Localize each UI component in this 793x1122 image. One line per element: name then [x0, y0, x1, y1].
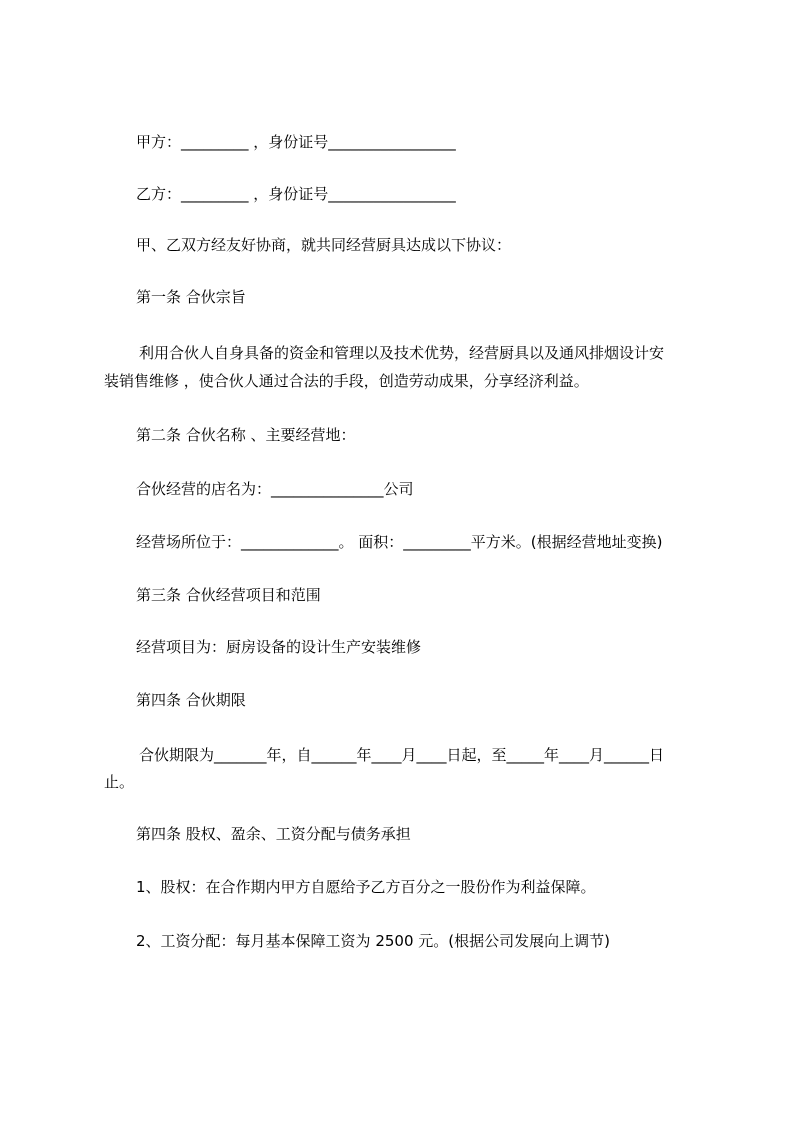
term-line1: 合伙期限为_______年，自______年____月____日起，至_____年____月______日 — [139, 746, 665, 764]
article3-title: 第三条 合伙经营项目和范围 — [136, 586, 321, 604]
article1-title: 第一条 合伙宗旨 — [136, 288, 246, 306]
term-line2: 止。 — [104, 773, 135, 791]
business-items-line: 经营项目为：厨房设备的设计生产安装维修 — [136, 638, 422, 656]
equity-line: 1、股权：在合作期内甲方自愿给予乙方百分之一股份作为利益保障。 — [136, 878, 596, 896]
party-b-line: 乙方：_________ ，身份证号_________________ — [136, 185, 456, 203]
article2-title: 第二条 合伙名称 、主要经营地： — [136, 426, 356, 444]
intro-paragraph: 甲、乙双方经友好协商，就共同经营厨具达成以下协议： — [136, 236, 512, 254]
salary-line: 2、工资分配：每月基本保障工资为 2500 元。(根据公司发展向上调节) — [136, 932, 610, 950]
article1-body-line1: 利用合伙人自身具备的资金和管理以及技术优势，经营厨具以及通风排烟设计安 — [139, 344, 665, 362]
article1-body-line2: 装销售维修 ，使合伙人通过合法的手段，创造劳动成果，分享经济利益。 — [104, 372, 589, 390]
party-a-line: 甲方：_________ ，身份证号_________________ — [136, 133, 456, 151]
article4-title: 第四条 合伙期限 — [136, 691, 246, 709]
shop-name-line: 合伙经营的店名为：_______________公司 — [136, 480, 414, 498]
location-line: 经营场所位于：_____________。 面积：_________平方米。(根据经营地址变换) — [136, 533, 663, 551]
article4b-title: 第四条 股权、盈余、工资分配与债务承担 — [136, 825, 411, 843]
